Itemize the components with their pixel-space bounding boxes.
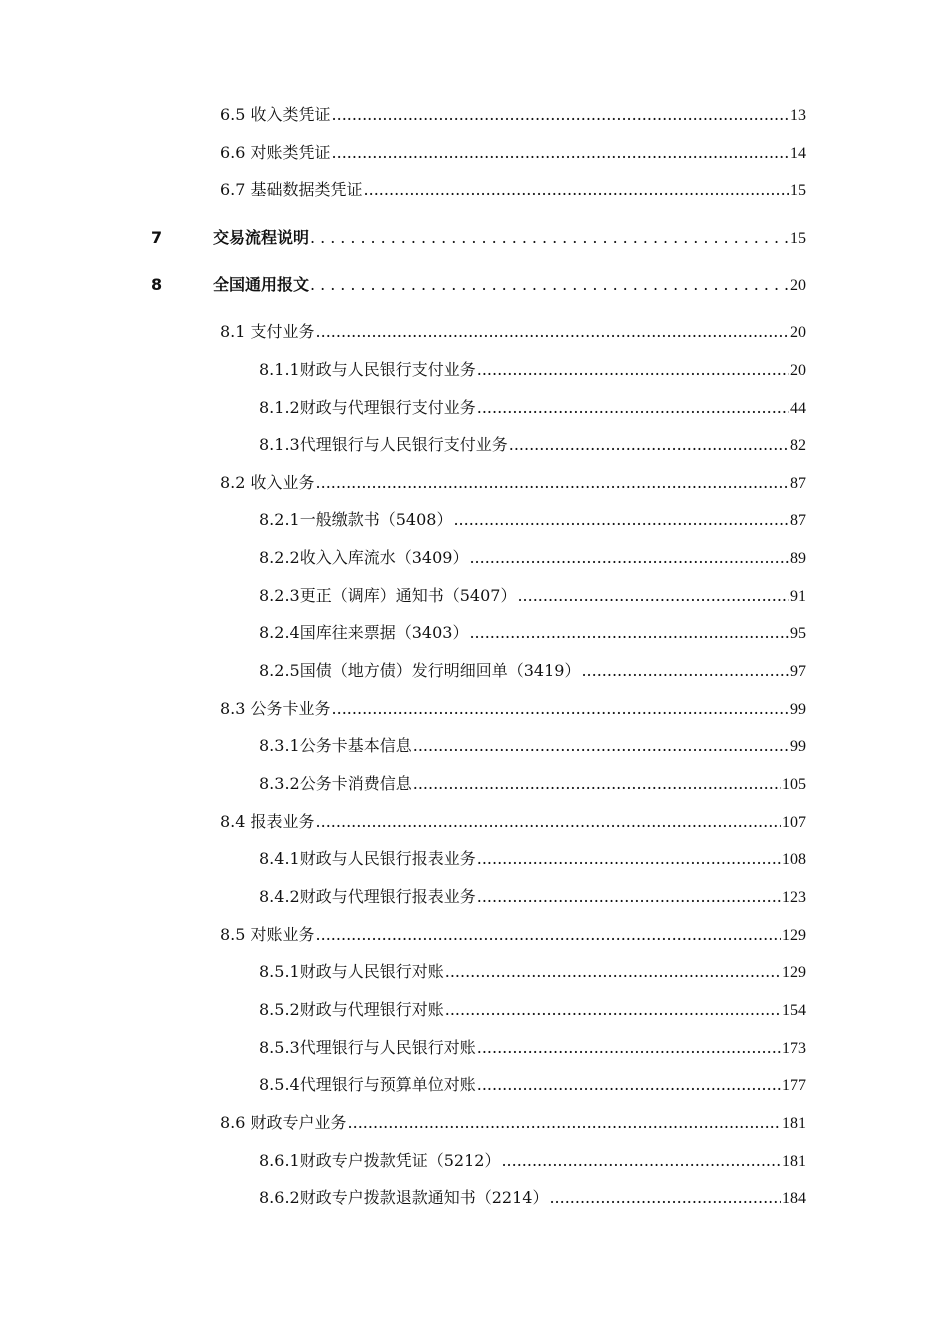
toc-title: 收入入库流水（3409）	[299, 548, 469, 567]
dot-leader	[581, 659, 789, 683]
toc-entry-line	[259, 358, 806, 382]
toc-title: 财政与代理银行支付业务	[299, 398, 476, 417]
toc-page-number: 87	[790, 475, 806, 492]
toc-page-number: 177	[782, 1077, 806, 1094]
toc-page-number: 13	[790, 107, 806, 124]
toc-page-number: 15	[790, 230, 806, 247]
toc-entry[interactable]	[0, 546, 950, 570]
toc-entry[interactable]	[0, 1111, 950, 1135]
toc-section-number: 8.1	[220, 322, 251, 341]
toc-section-number: 8.5	[220, 925, 251, 944]
toc-entry-line	[259, 584, 806, 608]
toc-entry[interactable]	[0, 621, 950, 645]
toc-title: 财政专户业务	[250, 1113, 347, 1132]
toc-entry[interactable]	[0, 659, 950, 683]
toc-entry-line	[259, 1073, 806, 1097]
toc-title: 代理银行与人民银行支付业务	[299, 435, 508, 454]
toc-title: 交易流程说明	[213, 228, 310, 247]
toc-entry-line	[259, 1149, 806, 1173]
toc-entry-line	[220, 471, 806, 495]
toc-entry-line	[220, 1111, 806, 1135]
dot-leader	[332, 697, 789, 721]
toc-title: 收入业务	[250, 473, 315, 492]
toc-section-number: 6.7	[220, 180, 251, 199]
dot-leader	[477, 358, 789, 382]
toc-entry[interactable]	[0, 103, 950, 127]
toc-section-number: 8.1.2	[259, 398, 300, 417]
toc-section-number: 8.1.1	[259, 360, 300, 379]
toc-page-number: 20	[790, 362, 806, 379]
dot-leader	[509, 433, 789, 457]
toc-entry[interactable]	[0, 584, 950, 608]
toc-entry-line	[259, 1186, 806, 1210]
dot-leader	[413, 772, 781, 796]
toc-title: 对账类凭证	[250, 143, 331, 162]
toc-title: 财政与代理银行报表业务	[299, 887, 476, 906]
toc-entry-line	[220, 810, 806, 834]
toc-section-number: 8.5.2	[259, 1000, 300, 1019]
toc-entry[interactable]	[0, 358, 950, 382]
toc-entry-line	[220, 141, 806, 165]
toc-entry[interactable]	[0, 273, 950, 297]
toc-entry[interactable]	[0, 923, 950, 947]
dot-leader	[453, 508, 789, 532]
toc-page-number: 184	[782, 1190, 806, 1207]
toc-entry-line	[220, 923, 806, 947]
dot-leader	[316, 923, 781, 947]
toc-entry-line	[220, 103, 806, 127]
toc-entry[interactable]	[0, 810, 950, 834]
dot-leader	[517, 584, 789, 608]
toc-section-number: 8.4.1	[259, 849, 300, 868]
dot-leader	[477, 847, 781, 871]
toc-entry[interactable]	[0, 734, 950, 758]
toc-page-number: 44	[790, 400, 806, 417]
toc-entry[interactable]	[0, 697, 950, 721]
toc-section-number: 8.2.2	[259, 548, 300, 567]
toc-entry[interactable]	[0, 960, 950, 984]
toc-entry-line	[220, 178, 806, 202]
toc-entry[interactable]	[0, 508, 950, 532]
dot-leader	[332, 103, 789, 127]
toc-section-number: 6.5	[220, 105, 251, 124]
dot-leader	[445, 960, 781, 984]
toc-page-number: 173	[782, 1040, 806, 1057]
toc-title: 国债（地方债）发行明细回单（3419）	[299, 661, 581, 680]
toc-section-number: 8.6.2	[259, 1188, 300, 1207]
toc-page-number: 82	[790, 437, 806, 454]
toc-title: 公务卡基本信息	[299, 736, 412, 755]
toc-entry-line	[259, 659, 806, 683]
toc-title: 基础数据类凭证	[250, 180, 363, 199]
toc-entry-line	[259, 960, 806, 984]
toc-section-number: 8.4.2	[259, 887, 300, 906]
dot-leader	[469, 621, 789, 645]
toc-page-number: 87	[790, 512, 806, 529]
toc-section-number: 8.6.1	[259, 1151, 300, 1170]
toc-entry[interactable]	[0, 885, 950, 909]
dot-leader	[477, 396, 789, 420]
toc-page-number: 108	[782, 851, 806, 868]
dot-leader	[477, 1036, 781, 1060]
toc-title: 财政与人民银行支付业务	[299, 360, 476, 379]
toc-title: 财政与人民银行对账	[299, 962, 444, 981]
toc-entry[interactable]	[0, 1073, 950, 1097]
toc-section-number: 8.2.3	[259, 586, 300, 605]
dot-leader	[477, 1073, 781, 1097]
toc-entry[interactable]	[0, 1036, 950, 1060]
dot-leader	[316, 471, 789, 495]
toc-page-number: 181	[782, 1153, 806, 1170]
toc-page-number: 123	[782, 889, 806, 906]
toc-entry-line	[259, 621, 806, 645]
toc-section-number: 8.4	[220, 812, 251, 831]
toc-title: 财政专户拨款退款通知书（2214）	[299, 1188, 549, 1207]
dot-leader	[549, 1186, 781, 1210]
toc-page-number: 91	[790, 588, 806, 605]
dot-leader	[413, 734, 789, 758]
toc-title: 公务卡业务	[250, 699, 331, 718]
toc-entry-line	[220, 697, 806, 721]
toc-section-number: 8.3	[220, 699, 251, 718]
toc-entry-line	[259, 396, 806, 420]
dot-leader	[477, 885, 781, 909]
toc-entry-line	[259, 546, 806, 570]
toc-entry[interactable]	[0, 141, 950, 165]
toc-page-number: 95	[790, 625, 806, 642]
toc-entry-line	[220, 320, 806, 344]
toc-title: 更正（调库）通知书（5407）	[299, 586, 517, 605]
toc-title: 财政与人民银行报表业务	[299, 849, 476, 868]
toc-entry[interactable]	[0, 178, 950, 202]
toc-entry-line	[259, 772, 806, 796]
toc-entry[interactable]	[0, 1186, 950, 1210]
toc-page-number: 105	[782, 776, 806, 793]
toc-page-number: 89	[790, 550, 806, 567]
toc-entry-line	[259, 433, 806, 457]
toc-page-number: 20	[790, 324, 806, 341]
toc-title: 公务卡消费信息	[299, 774, 412, 793]
toc-entry-line	[213, 226, 806, 250]
toc-chapter-number: 7	[151, 228, 163, 247]
dot-leader	[316, 320, 789, 344]
toc-title: 报表业务	[250, 812, 315, 831]
toc-entry[interactable]	[0, 396, 950, 420]
dot-leader	[332, 141, 789, 165]
toc-title: 代理银行与预算单位对账	[299, 1075, 476, 1094]
toc-chapter-number: 8	[151, 275, 163, 294]
toc-section-number: 8.3.1	[259, 736, 300, 755]
toc-title: 财政与代理银行对账	[299, 1000, 444, 1019]
toc-entry-line	[259, 847, 806, 871]
toc-page-number: 99	[790, 701, 806, 718]
toc-entry[interactable]	[0, 998, 950, 1022]
toc-entry-line	[259, 508, 806, 532]
toc-section-number: 8.2.1	[259, 510, 300, 529]
toc-title: 全国通用报文	[213, 275, 310, 294]
toc-title: 收入类凭证	[250, 105, 331, 124]
toc-page-number: 20	[790, 277, 806, 294]
dot-leader	[364, 178, 789, 202]
toc-page-number: 107	[782, 814, 806, 831]
toc-section-number: 8.2	[220, 473, 251, 492]
toc-entry[interactable]	[0, 320, 950, 344]
dot-leader	[501, 1149, 781, 1173]
toc-entry-line	[259, 998, 806, 1022]
toc-entry[interactable]	[0, 772, 950, 796]
dot-leader	[469, 546, 789, 570]
toc-entry-line	[259, 1036, 806, 1060]
toc-title: 支付业务	[250, 322, 315, 341]
toc-section-number: 6.6	[220, 143, 251, 162]
toc-entry[interactable]	[0, 1149, 950, 1173]
toc-section-number: 8.2.4	[259, 623, 300, 642]
dot-leader	[348, 1111, 781, 1135]
toc-page-number: 14	[790, 145, 806, 162]
dot-leader	[310, 273, 789, 297]
toc-section-number: 8.6	[220, 1113, 251, 1132]
toc-entry[interactable]	[0, 471, 950, 495]
dot-leader	[316, 810, 781, 834]
toc-entry[interactable]	[0, 847, 950, 871]
toc-page-number: 99	[790, 738, 806, 755]
toc-page-number: 181	[782, 1115, 806, 1132]
toc-entry[interactable]	[0, 433, 950, 457]
toc-title: 国库往来票据（3403）	[299, 623, 469, 642]
toc-page-number: 129	[782, 964, 806, 981]
toc-entry-line	[259, 734, 806, 758]
toc-title: 财政专户拨款凭证（5212）	[299, 1151, 501, 1170]
toc-section-number: 8.3.2	[259, 774, 300, 793]
toc-page-number: 154	[782, 1002, 806, 1019]
toc-title: 一般缴款书（5408）	[299, 510, 453, 529]
dot-leader	[445, 998, 781, 1022]
toc-entry[interactable]	[0, 226, 950, 250]
toc-section-number: 8.1.3	[259, 435, 300, 454]
toc-section-number: 8.5.1	[259, 962, 300, 981]
toc-title: 对账业务	[250, 925, 315, 944]
toc-title: 代理银行与人民银行对账	[299, 1038, 476, 1057]
toc-page-number: 97	[790, 663, 806, 680]
toc-entry-line	[213, 273, 806, 297]
toc-section-number: 8.5.3	[259, 1038, 300, 1057]
toc-section-number: 8.5.4	[259, 1075, 300, 1094]
toc-entry-line	[259, 885, 806, 909]
dot-leader	[310, 226, 789, 250]
toc-page-number: 129	[782, 927, 806, 944]
toc-page-number: 15	[790, 182, 806, 199]
toc-section-number: 8.2.5	[259, 661, 300, 680]
